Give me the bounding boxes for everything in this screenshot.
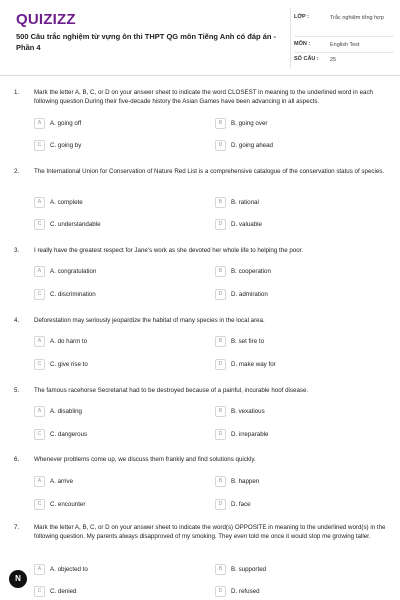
option-letter-box: B [215, 266, 226, 277]
page-header [0, 0, 400, 76]
question-number: 1. [14, 89, 20, 96]
option-letter-box: D [215, 586, 226, 597]
option-c[interactable] [34, 219, 164, 231]
option-letter-box: D [215, 499, 226, 510]
option-letter-box: B [215, 118, 226, 129]
option-letter-box: D [215, 219, 226, 230]
option-letter-box: B [215, 406, 226, 417]
option-a[interactable] [34, 476, 164, 488]
option-a[interactable] [34, 118, 164, 130]
option-text: A. arrive [50, 478, 74, 485]
option-letter-box: A [34, 476, 45, 487]
option-b[interactable] [215, 406, 345, 418]
option-b[interactable] [215, 118, 345, 130]
option-letter-box: A [34, 197, 45, 208]
question-number: 5. [14, 387, 20, 394]
option-letter-box: D [215, 429, 226, 440]
option-d[interactable] [215, 289, 345, 301]
option-letter-box: B [215, 564, 226, 575]
option-text: C. going by [50, 142, 82, 149]
option-text: D. refused [231, 588, 260, 595]
option-text: B. cooperation [231, 268, 271, 275]
option-letter-box: D [215, 289, 226, 300]
question-text: I really have the greatest respect for Jane's work as she devoted her whole life to helping the poor. [34, 247, 304, 254]
option-text: C. discrimination [50, 291, 96, 298]
option-letter-box: D [215, 359, 226, 370]
option-text: D. valuable [231, 221, 262, 228]
question-text: Deforestation may seriously jeopardize the habitat of many species in the local area. [34, 317, 265, 324]
option-text: D. admiration [231, 291, 268, 298]
option-text: B. rational [231, 199, 259, 206]
option-d[interactable] [215, 499, 345, 511]
option-d[interactable] [215, 429, 345, 441]
option-text: A. complete [50, 199, 83, 206]
option-letter-box: A [34, 564, 45, 575]
option-c[interactable] [34, 359, 164, 371]
question-number: 6. [14, 456, 20, 463]
option-text: C. dangerous [50, 431, 88, 438]
class-label: LỚP : [294, 14, 309, 20]
quizizz-logo[interactable]: QUIZIZZ [16, 11, 76, 28]
option-text: C. give rise to [50, 361, 88, 368]
option-d[interactable] [215, 359, 345, 371]
option-text: D. going ahead [231, 142, 273, 149]
option-c[interactable] [34, 140, 164, 152]
option-text: B. set fire to [231, 338, 265, 345]
option-a[interactable] [34, 266, 164, 278]
option-text: A. objected to [50, 566, 88, 573]
option-b[interactable] [215, 197, 345, 209]
option-letter-box: A [34, 118, 45, 129]
option-text: D. make way for [231, 361, 276, 368]
option-text: A. disabling [50, 408, 82, 415]
subject-label: MÔN : [294, 41, 311, 47]
option-a[interactable] [34, 336, 164, 348]
option-letter-box: C [34, 359, 45, 370]
option-a[interactable] [34, 406, 164, 418]
question-text: Mark the letter A, B, C, or D on your answer sheet to indicate the word(s) OPPOSITE in meaning to the underlined word(s) in the following question. My parents always disapproved of my smoking. They even told me once it would stop me growing taller. [34, 524, 386, 540]
option-letter-box: C [34, 429, 45, 440]
question-number: 4. [14, 317, 20, 324]
option-c[interactable] [34, 499, 164, 511]
option-c[interactable] [34, 289, 164, 301]
option-text: A. congratulation [50, 268, 97, 275]
option-text: B. vexatious [231, 408, 265, 415]
option-text: C. denied [50, 588, 77, 595]
option-letter-box: A [34, 336, 45, 347]
option-letter-box: C [34, 140, 45, 151]
option-text: B. happen [231, 478, 260, 485]
option-text: B. supported [231, 566, 267, 573]
option-b[interactable] [215, 266, 345, 278]
class-value: Trắc nghiệm tổng hợp [330, 15, 384, 21]
option-a[interactable] [34, 197, 164, 209]
option-letter-box: A [34, 266, 45, 277]
count-value: 25 [330, 57, 337, 63]
question-text: The famous racehorse Secretariat had to be destroyed because of a painful, incurable hoof disease. [34, 387, 309, 394]
option-text: C. encounter [50, 501, 86, 508]
question-text: Mark the letter A, B, C, or D on your answer sheet to indicate the word CLOSEST in meaning to the underlined word in each following question During their five-decade history the Asian Games have been advancing in all aspects. [34, 89, 374, 105]
option-a[interactable] [34, 564, 164, 576]
option-c[interactable] [34, 586, 164, 598]
option-letter-box: A [34, 406, 45, 417]
option-d[interactable] [215, 586, 345, 598]
question-text: The International Union for Conservation of Nature Red List is a comprehensive catalogue of the conservation status of species. [34, 168, 385, 175]
option-letter-box: B [215, 336, 226, 347]
header-divider [290, 8, 291, 68]
question-text: Whenever problems come up, we discuss them frankly and find solutions quickly. [34, 456, 256, 463]
option-letter-box: B [215, 197, 226, 208]
option-d[interactable] [215, 140, 345, 152]
option-text: B. going over [231, 120, 268, 127]
option-letter-box: C [34, 499, 45, 510]
count-label: SỐ CÂU : [294, 56, 319, 62]
option-c[interactable] [34, 429, 164, 441]
option-b[interactable] [215, 336, 345, 348]
option-letter-box: C [34, 219, 45, 230]
option-text: D. irreparable [231, 431, 269, 438]
option-text: C. understandable [50, 221, 101, 228]
meta-separator [294, 52, 394, 53]
option-text: A. do harm to [50, 338, 88, 345]
meta-separator [294, 36, 394, 37]
option-letter-box: D [215, 140, 226, 151]
floating-n-badge[interactable]: N [9, 570, 27, 588]
option-d[interactable] [215, 219, 345, 231]
option-b[interactable] [215, 476, 345, 488]
question-number: 7. [14, 524, 20, 531]
document-title: 500 Câu trắc nghiệm từ vựng ôn thi THPT QG môn Tiếng Anh có đáp án - Phần 4 [16, 32, 277, 52]
option-letter-box: C [34, 586, 45, 597]
option-letter-box: C [34, 289, 45, 300]
option-letter-box: B [215, 476, 226, 487]
subject-value: English Test [330, 42, 360, 48]
option-text: D. face [231, 501, 251, 508]
option-b[interactable] [215, 564, 345, 576]
question-number: 2. [14, 168, 20, 175]
option-text: A. going off [50, 120, 82, 127]
question-number: 3. [14, 247, 20, 254]
